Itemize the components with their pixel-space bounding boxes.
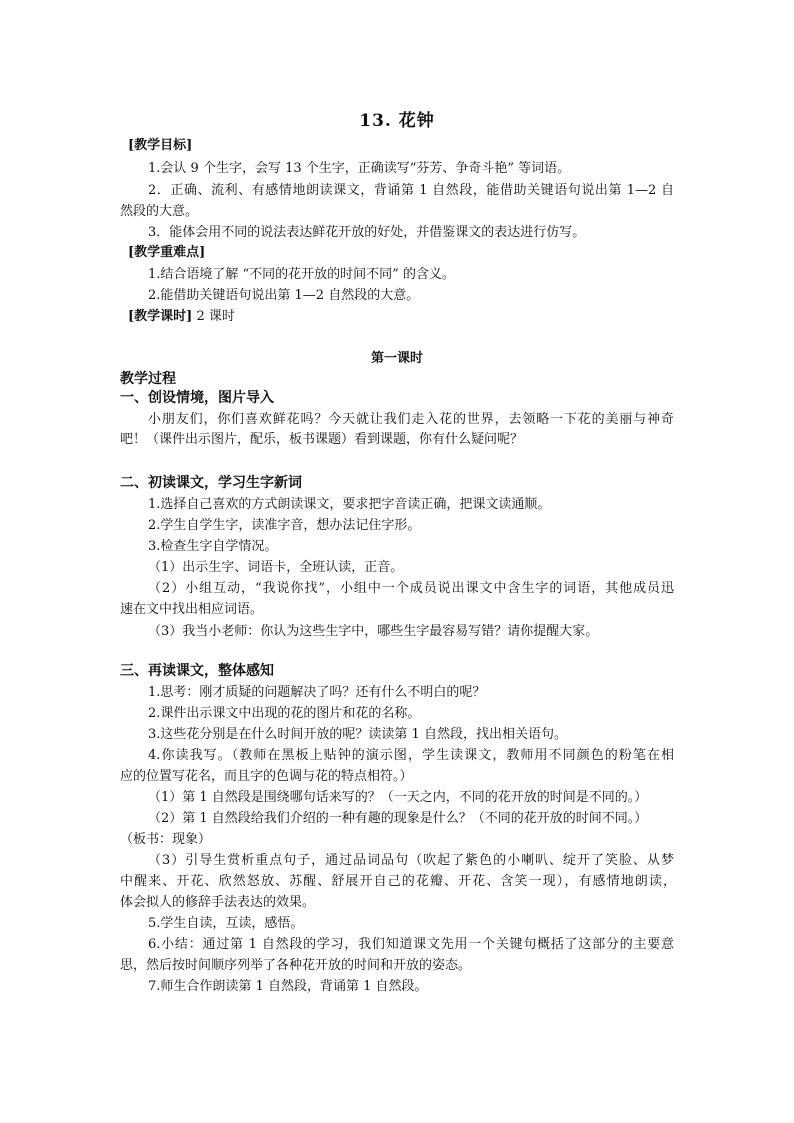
paragraph-line: 中醒来、开花、欣然怒放、苏醒、舒展开自己的花瓣、开花、含笑一现），有感情地朗读， <box>120 874 676 889</box>
paragraph-line: 4.你读我写。（教师在黑板上贴钟的演示图，学生读课文，教师用不同颜色的粉笔在相 <box>148 748 674 763</box>
paragraph-line: 2.学生自学生字，读准字音，想办法记住字形。 <box>148 518 421 533</box>
section-heading: 一、创设情境，图片导入 <box>120 390 274 406</box>
paragraph-line: 6.小结：通过第 1 自然段的学习，我们知道课文先用一个关键句概括了这部分的主要意 <box>148 937 674 952</box>
lesson-heading: 第一课时 <box>370 351 423 366</box>
paragraph-line: （2）第 1 自然段给我们介绍的一种有趣的现象是什么？（不同的花开放的时间不同。） <box>148 811 648 826</box>
paragraph-line: 1.思考：刚才质疑的问题解决了吗？还有什么不明白的呢？ <box>148 685 486 700</box>
goals-heading: [教学目标] <box>128 138 193 153</box>
paragraph-line: 1.选择自己喜欢的方式朗读课文，要求把字音读正确，把课文读通顺。 <box>148 497 551 512</box>
hours-row <box>128 308 235 326</box>
page-title: 13. 花钟 <box>359 111 435 131</box>
paragraph-line: 3.检查生字自学情况。 <box>148 539 278 554</box>
goal-item: 2．正确、流利、有感情地朗读课文，背诵第 1 自然段，能借助关键语句说出第 1—2 自 <box>148 183 674 198</box>
paragraph-line: 吧！（课件出示图片，配乐，板书课题）看到课题，你有什么疑问呢？ <box>120 432 524 447</box>
paragraph-line: 思，然后按时间顺序列举了各种花开放的时间和开放的姿态。 <box>120 958 472 973</box>
hours-heading: [教学课时] <box>128 309 193 324</box>
paragraph-line: 速在文中找出相应词语。 <box>120 602 264 617</box>
paragraph-line: 应的位置写花名，而且字的色调与花的特点相符。） <box>120 769 413 784</box>
key-points-heading: [教学重难点] <box>128 245 206 260</box>
paragraph-line: （1）出示生字、词语卡，全班认读，正音。 <box>148 560 404 575</box>
paragraph-line: 3.这些花分别是在什么时间开放的呢？读读第 1 自然段，找出相关语句。 <box>148 727 567 742</box>
paragraph-line: 7.师生合作朗读第 1 自然段，背诵第 1 自然段。 <box>148 979 428 994</box>
goal-item: 3．能体会用不同的说法表达鲜花开放的好处，并借鉴课文的表达进行仿写。 <box>148 225 586 240</box>
paragraph-line: （板书：现象） <box>120 832 212 847</box>
goal-item: 1.会认 9 个生字，会写 13 个生字，正确读写“芬芳、争奇斗艳” 等词语。 <box>148 161 571 176</box>
section-heading: 二、初读课文，学习生字新词 <box>120 475 302 491</box>
paragraph-line: （3）我当小老师：你认为这些生字中，哪些生字最容易写错？请你提醒大家。 <box>148 624 599 639</box>
paragraph-line: （3）引导生赏析重点句子，通过品词品句（吹起了紫色的小喇叭、绽开了笑脸、从梦 <box>148 853 674 868</box>
paragraph-line: （2）小组互动，“我说你找”，小组中一个成员说出课文中含生字的词语，其他成员迅 <box>148 581 674 596</box>
goal-item: 然段的大意。 <box>120 204 199 219</box>
key-point-item: 1.结合语境了解 “不同的花开放的时间不同” 的含义。 <box>148 267 455 282</box>
paragraph-line: 2.课件出示课文中出现的花的图片和花的名称。 <box>148 706 421 721</box>
process-heading: 教学过程 <box>120 371 176 387</box>
hours-value: 2 课时 <box>196 309 235 324</box>
paragraph-line: （1）第 1 自然段是围绕哪句话来写的？（一天之内，不同的花开放的时间是不同的。） <box>148 790 648 805</box>
section-heading: 三、再读课文，整体感知 <box>120 663 274 679</box>
paragraph-line: 体会拟人的修辞手法表达的效果。 <box>120 895 316 910</box>
paragraph-line: 小朋友们，你们喜欢鲜花吗？今天就让我们走入花的世界，去领略一下花的美丽与神奇 <box>148 412 674 427</box>
key-point-item: 2.能借助关键语句说出第 1—2 自然段的大意。 <box>148 288 420 303</box>
paragraph-line: 5.学生自读，互读，感悟。 <box>148 916 304 931</box>
